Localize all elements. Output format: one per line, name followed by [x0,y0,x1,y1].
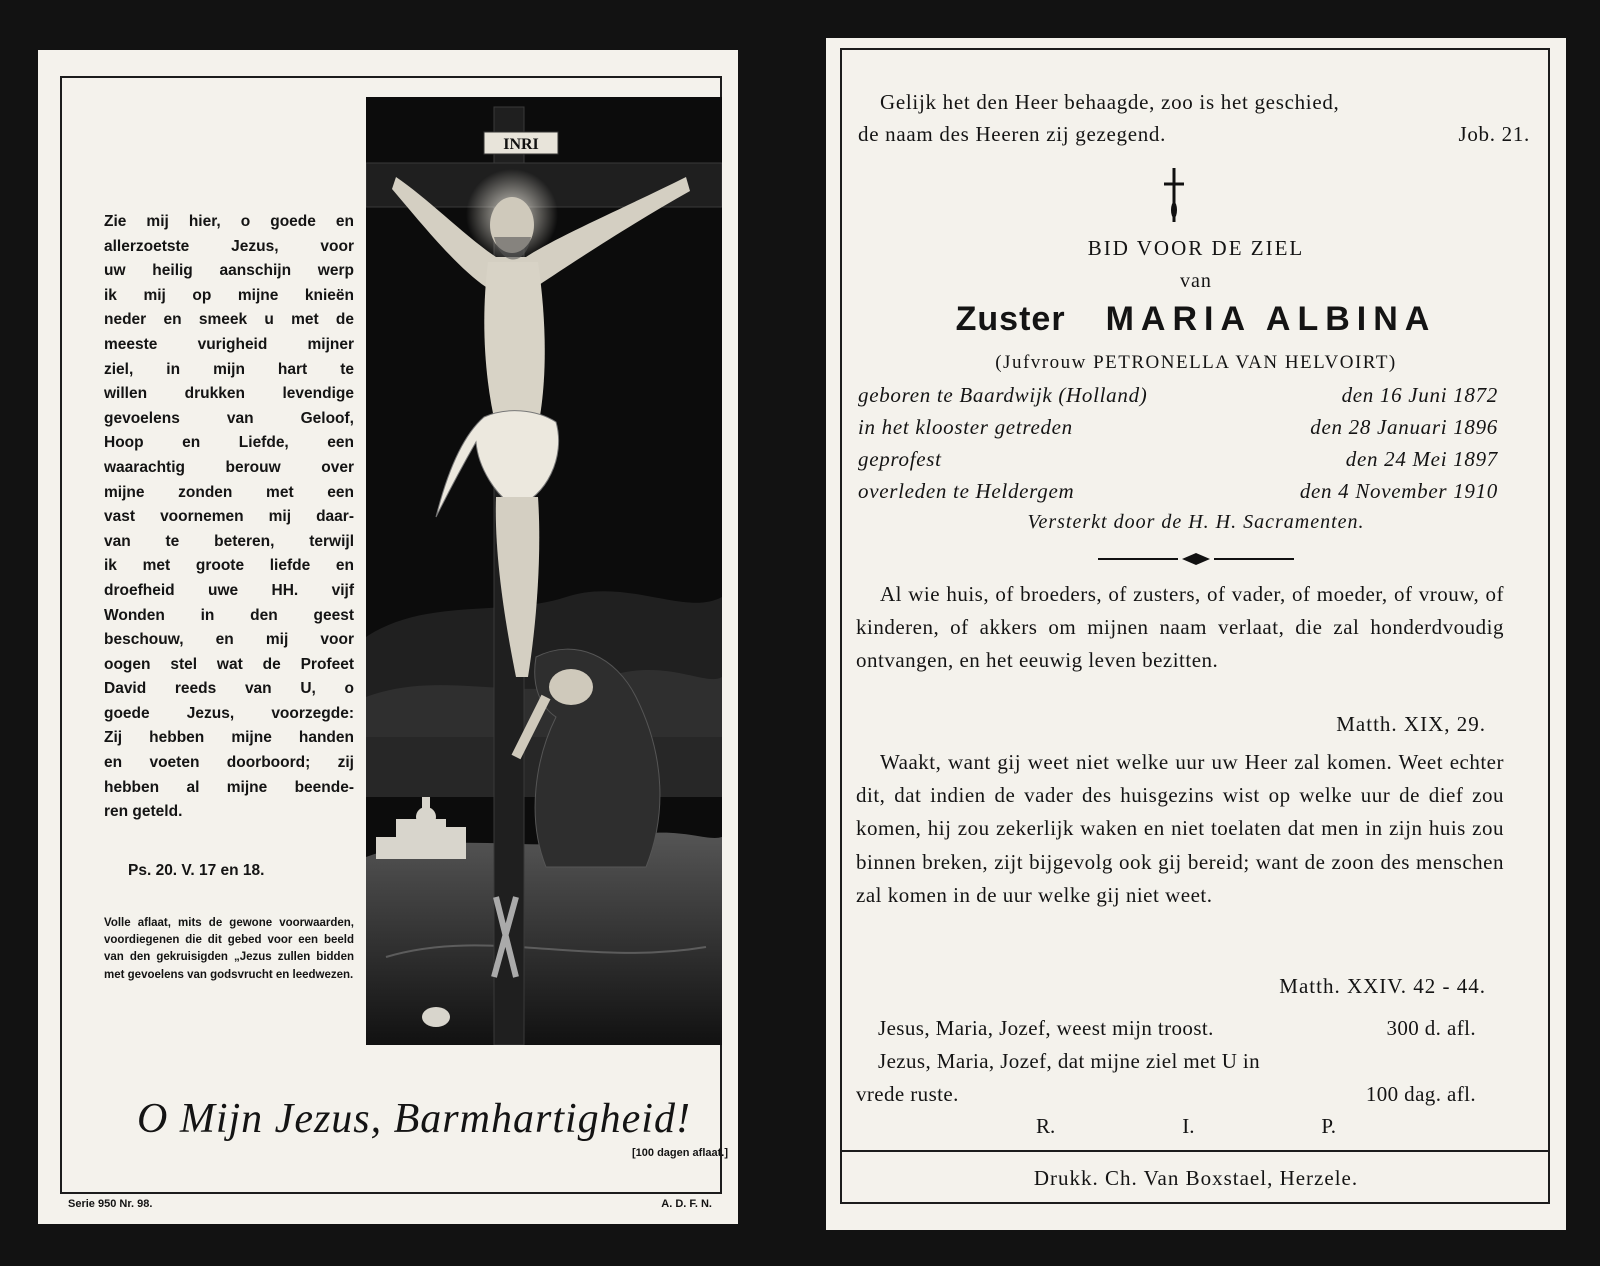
prayer-line: mijne zonden met een [104,483,354,501]
prayer-reference: Ps. 20. V. 17 en 18. [128,862,265,879]
invocation: O Mijn Jezus, Barmhartigheid! [137,1096,691,1142]
verse-matthew-24 [856,746,1504,912]
bio-date: den 4 November 1910 [1299,479,1498,503]
prayer-line: allerzoetste Jezus, voor [104,237,354,255]
prayer2-row2 [856,1078,1476,1111]
prayer2-indulgence: 100 dag. afl. [1365,1082,1476,1106]
verse2-reference: Matth. XXIV. 42 - 44. [1279,974,1486,998]
prayer-line: vast voornemen mij daar- [104,508,354,526]
prayer-line: neder en smeek u met de [104,311,354,329]
indulgence-note: Volle aflaat, mits de gewone voorwaarden, voordiegenen die dit gebed voor een beeld van den gekruisigden „Jezus zullen bidden met gevoelens van godsvrucht en leedwezen. [104,917,354,981]
rip-p: P. [1321,1114,1336,1138]
job-quote-line1: Gelijk het den Heer behaagde, zoo is het geschied, [880,90,1340,114]
job-quote-reference: Job. 21. [1458,122,1530,146]
bio-row [858,379,1498,411]
skull-icon [422,1007,450,1027]
prayer-line: en voeten doorboord; zij [104,754,354,772]
prayer-line: beschouw, en mij voor [104,631,354,649]
prayer-line: gevoelens van Geloof, [104,409,354,427]
prayer-line: van te beteren, terwijl [104,532,354,550]
bid-voor-heading: BID VOOR DE ZIEL [1087,236,1305,260]
bio-event: geprofest [858,447,942,471]
verse1-text: Al wie huis, of broeders, of zusters, of vader, of moeder, of vrouw, of kinderen, of akkers om mijnen naam verlaat, die zal honderdvoudig ontvangen, en het eeuwig leven bezitten. [856,582,1504,673]
prayer-line: waarachtig berouw over [104,458,354,476]
prayer1-row [856,1012,1476,1045]
left-card [38,50,738,1224]
religious-title: Zuster [955,300,1066,338]
job-quote-line2-row [858,118,1530,150]
bio-row [858,475,1498,507]
prayer-line: Zie mij hier, o goede en [104,213,354,230]
prayer-line: meeste vurigheid mijner [104,335,354,353]
prayer2-line2: vrede ruste. [856,1082,959,1106]
verse2-text: Waakt, want gij weet niet welke uur uw Heer zal komen. Weet echter dit, dat indien de vader des huisgezins wist op welke uur de dief zou komen, hij zou zekerlijk waken en niet toelaten dat men in zijn huis zou binnen breken, zijt bijgevolg ook gij bereid; want de zoon des menschen zal komen in de uur welke gij niet weet. [856,750,1504,907]
crucifix-illustration [366,97,722,1045]
bio-date: den 24 Mei 1897 [1345,447,1498,471]
prayer1-indulgence: 300 d. afl. [1386,1016,1476,1040]
prayer-line: ziel, in mijn hart te [104,360,354,378]
bio-date: den 16 Juni 1872 [1341,383,1498,407]
prayer-text [104,210,354,825]
prayer-line: Hoop en Liefde, een [104,434,354,452]
prayer1-text: Jesus, Maria, Jozef, weest mijn troost. [878,1016,1214,1040]
rip-line [1036,1114,1336,1139]
printer-credit: Drukk. Ch. Van Boxstael, Herzele. [1033,1166,1359,1190]
deceased-name [826,300,1566,339]
prayer-line: David reeds van U, o [104,680,354,698]
prayer2-row1 [856,1045,1476,1078]
civil-name: (Jufvrouw PETRONELLA VAN HELVOIRT) [995,352,1397,373]
job-quote [858,86,1530,150]
prayer2-line1: Jezus, Maria, Jozef, dat mijne ziel met U in [878,1049,1261,1073]
prayer-line: willen drukken levendige [104,385,354,403]
religious-name: MARIA ALBINA [1105,300,1437,338]
sacraments-line: Versterkt door de H. H. Sacramenten. [1027,511,1365,533]
prayer-line: uw heilig aanschijn werp [104,262,354,280]
prayer-line: hebben al mijne beende- [104,778,354,796]
biography-dates [858,379,1498,507]
prayer-line: droefheid uwe HH. vijf [104,581,354,599]
prayer-line: oogen stel wat de Profeet [104,655,354,673]
invocation-indulgence: [100 dagen aflaat.] [632,1147,728,1159]
bio-row [858,443,1498,475]
prayer-line: goede Jezus, voorzegde: [104,704,354,722]
van-label: van [1180,270,1212,292]
indulgence-prayers [856,1012,1476,1111]
bio-event: overleden te Heldergem [858,479,1075,503]
rip-r: R. [1036,1114,1056,1138]
crucifix-engraving [366,97,722,1045]
prayer-line: Wonden in den geest [104,606,354,624]
bio-row [858,411,1498,443]
bio-date: den 28 Januari 1896 [1310,415,1498,439]
prayer-line: ren geteld. [104,803,183,821]
bio-event: in het klooster getreden [858,415,1073,439]
prayer-line: ik met groote liefde en [104,557,354,575]
divider-ornament [1098,552,1294,566]
footer-rule [840,1150,1550,1152]
inri-label: INRI [503,136,539,153]
cross-icon [1162,166,1186,224]
series-number: Serie 950 Nr. 98. [68,1198,153,1210]
verse1-reference: Matth. XIX, 29. [1336,712,1486,736]
publisher-mark: A. D. F. N. [661,1198,712,1210]
bio-event: geboren te Baardwijk (Holland) [858,383,1148,407]
prayer-line: ik mij op mijne knieën [104,286,354,304]
verse-matthew-19 [856,578,1504,678]
rip-i: I. [1182,1114,1195,1138]
right-card [826,38,1566,1230]
prayer-line: Zij hebben mijne handen [104,729,354,747]
job-quote-line2: de naam des Heeren zij gezegend. [858,122,1167,146]
